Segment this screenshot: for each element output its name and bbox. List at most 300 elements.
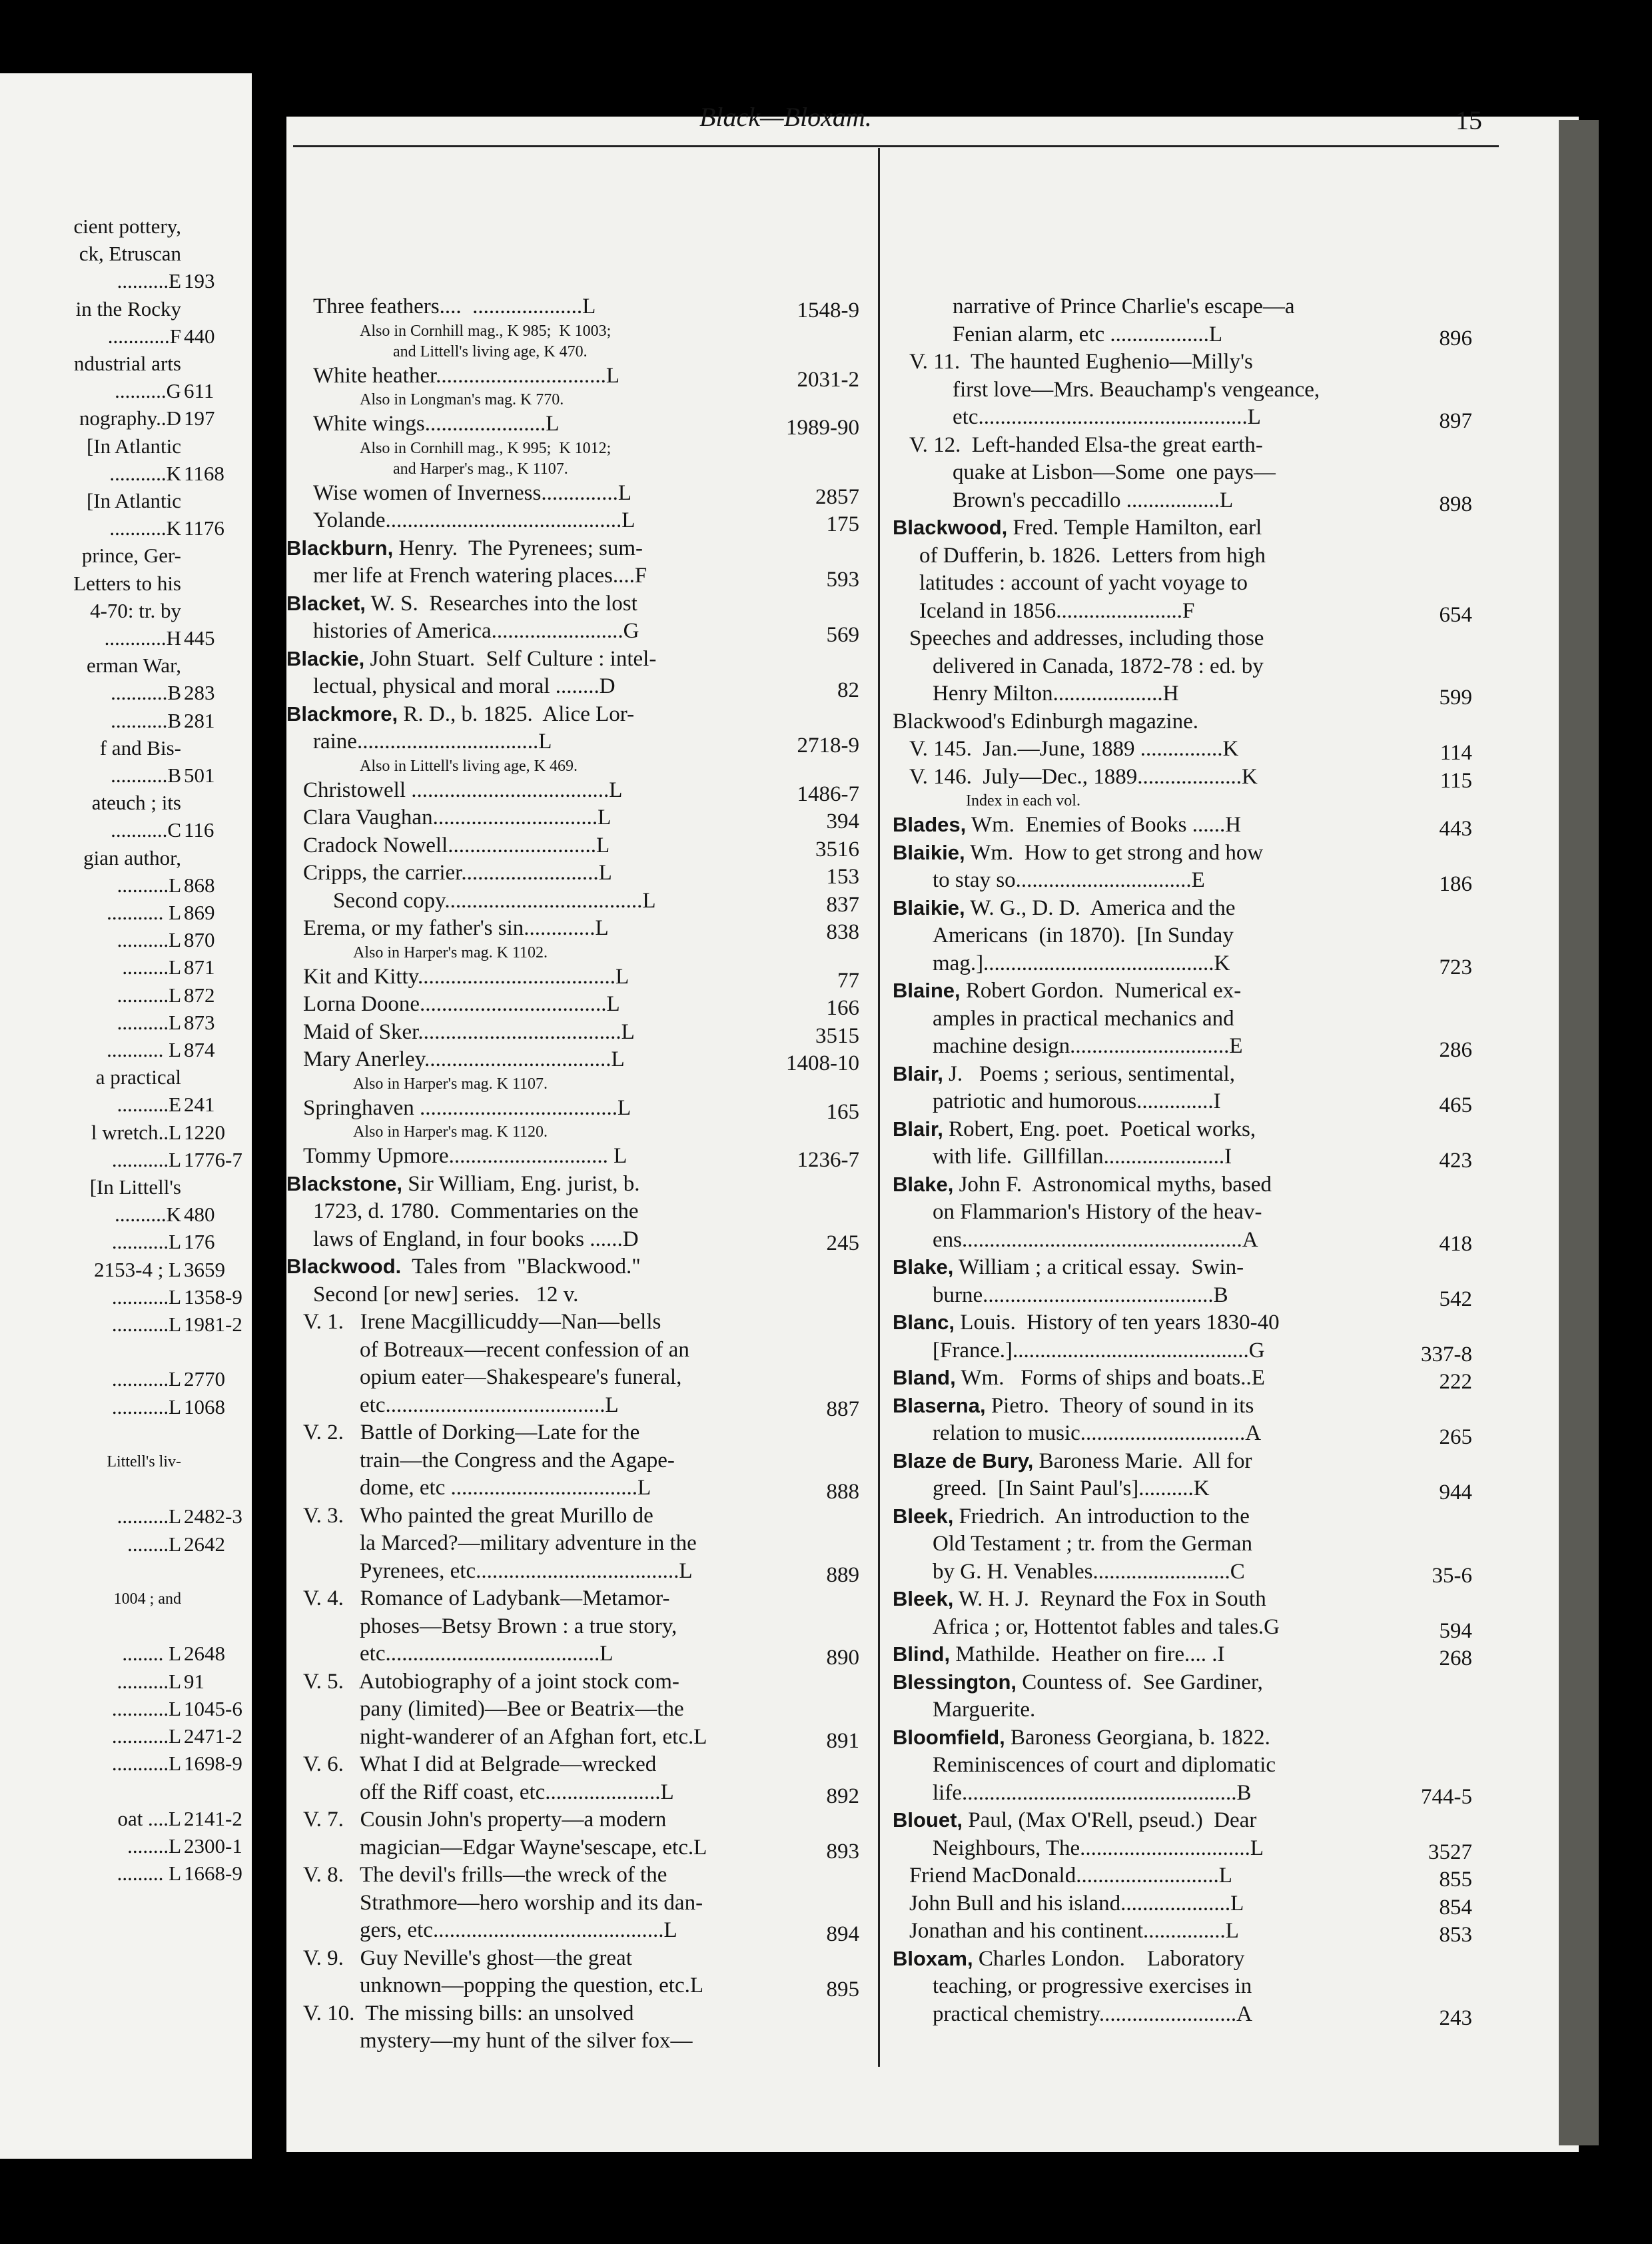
entry-call-number: 35-6 <box>1432 1563 1472 1588</box>
index-entry-heading-line <box>893 1724 1372 1751</box>
left-page-line <box>0 1750 242 1777</box>
entry-text: Speeches and addresses, including those <box>909 626 1264 650</box>
left-page-line <box>0 899 226 926</box>
entry-text: Pyrenees, etc.....................................L <box>360 1558 693 1583</box>
left-page-number: 1776-7 <box>184 1147 242 1171</box>
left-page-text: ..........L <box>117 1010 181 1034</box>
left-page-line <box>0 708 226 734</box>
entry-text: Maid of Sker.....................................L <box>303 1019 635 1044</box>
entry-call-number: 1236-7 <box>797 1148 859 1172</box>
entry-author-name: Blessington, <box>893 1670 1017 1694</box>
index-entry-line <box>919 598 1372 624</box>
entry-text: Three feathers.... ....................L <box>313 294 596 318</box>
index-entry-line <box>360 1696 759 1722</box>
index-entry-line <box>360 2027 759 2054</box>
left-page-line <box>0 323 226 350</box>
entry-text: Clara Vaughan..............................L <box>303 806 612 830</box>
index-entry-line <box>360 1890 759 1916</box>
entry-text: V. 1. Irene Macgillicuddy—Nan—bells <box>303 1310 661 1334</box>
entry-text: machine design.............................E <box>933 1034 1243 1058</box>
index-entry-line <box>360 1474 759 1501</box>
index-entry-heading-line <box>893 977 1372 1004</box>
entry-text: White wings......................L <box>313 412 560 436</box>
entry-call-number: 465 <box>1439 1093 1472 1117</box>
entry-author-name: Blaine, <box>893 979 961 1002</box>
entry-text: V. 5. Autobiography of a joint stock com- <box>303 1669 679 1694</box>
entry-call-number: 115 <box>1440 768 1472 793</box>
entry-text: Americans (in 1870). [In Sunday <box>933 923 1234 947</box>
entry-author-name: Blackburn, <box>286 536 394 560</box>
entry-author-name: Blair, <box>893 1061 943 1085</box>
index-entry-line <box>303 1668 759 1695</box>
left-page-text: ...........B <box>111 681 181 705</box>
page-edge <box>1559 120 1599 2145</box>
left-page-text: ...........L <box>111 1367 181 1391</box>
entry-text: Lorna Doone..................................L <box>303 992 620 1016</box>
entry-call-number: 897 <box>1439 409 1472 433</box>
entry-text: Also in Cornhill mag., K 985; K 1003; <box>360 322 612 340</box>
entry-text: relation to music..............................A <box>933 1421 1262 1445</box>
entry-text: Erema, or my father's sin.............L <box>303 916 609 940</box>
entry-text: first love—Mrs. Beauchamp's vengeance, <box>953 377 1320 402</box>
entry-text: Friedrich. An introduction to the <box>953 1504 1250 1528</box>
left-page-number: 1068 <box>184 1395 225 1418</box>
left-page-line <box>0 652 226 679</box>
previous-page-strip <box>0 73 252 2159</box>
entry-author-name: Blacket, <box>286 591 366 615</box>
index-entry-line <box>303 2000 759 2027</box>
entry-call-number: 268 <box>1439 1646 1472 1670</box>
index-entry-line <box>303 777 759 804</box>
left-page-line <box>0 845 226 871</box>
index-entry-line <box>360 1337 759 1363</box>
header-rule <box>293 145 1499 147</box>
index-entry-heading-line <box>893 1946 1372 1972</box>
index-entry-heading-line <box>893 1586 1372 1612</box>
index-entry-line <box>333 887 759 914</box>
left-page-line <box>0 241 226 267</box>
index-entry-line <box>313 362 759 389</box>
entry-call-number: 2718-9 <box>797 734 859 758</box>
entry-text: Charles London. Laboratory <box>973 1946 1245 1971</box>
left-page-line <box>0 625 226 652</box>
entry-text: burne..........................................B <box>933 1283 1228 1307</box>
left-page-number: 283 <box>184 681 215 705</box>
left-page-text: ...........L <box>111 1724 181 1748</box>
entry-text: Cripps, the carrier.........................L <box>303 861 612 885</box>
entry-text: etc.......................................L <box>360 1642 614 1666</box>
entry-text: Paul, (Max O'Rell, pseud.) Dear <box>963 1808 1257 1832</box>
entry-text: Christowell ....................................L <box>303 778 623 802</box>
entry-text: Friend MacDonald..........................L <box>909 1864 1232 1888</box>
left-page-text: ...........K <box>109 516 181 540</box>
index-entry-line <box>933 922 1372 949</box>
entry-call-number: 889 <box>826 1562 859 1587</box>
entry-author-name: Blaikie, <box>893 840 965 864</box>
left-page-line <box>0 735 226 762</box>
left-page-text: ............F <box>107 324 181 348</box>
entry-text: of Dufferin, b. 1826. Letters from high <box>919 543 1266 568</box>
entry-text: teaching, or progressive exercises in <box>933 1974 1252 1998</box>
entry-text: Strathmore—hero worship and its dan- <box>360 1890 703 1915</box>
index-entry-line <box>313 673 759 700</box>
index-entry-heading-line <box>893 1061 1372 1087</box>
left-page-line <box>0 1009 226 1036</box>
entry-call-number: 837 <box>826 892 859 917</box>
left-page-text: a practical <box>95 1065 181 1089</box>
left-page-number: 1168 <box>184 461 224 485</box>
index-entry-line <box>360 1392 759 1418</box>
entry-text: Wise women of Inverness..............L <box>313 480 631 505</box>
entry-call-number: 222 <box>1439 1370 1472 1394</box>
left-page-line <box>0 1586 226 1612</box>
index-entry-line <box>313 480 759 506</box>
entry-text: W. G., D. D. America and the <box>965 895 1236 920</box>
entry-text: Brown's peccadillo .................L <box>953 488 1234 512</box>
left-page-text: ...........L <box>111 1230 181 1254</box>
entry-text: opium eater—Shakespeare's funeral, <box>360 1365 682 1389</box>
entry-author-name: Blackstone, <box>286 1171 403 1195</box>
left-page-number: 870 <box>184 928 215 952</box>
left-page-number: 1176 <box>184 516 224 540</box>
entry-text: quake at Lisbon—Some one pays— <box>953 460 1276 484</box>
entry-author-name: Blind, <box>893 1642 951 1666</box>
index-entry-line <box>933 653 1372 680</box>
entry-text: Robert, Eng. poet. Poetical works, <box>943 1117 1256 1141</box>
index-entry-line <box>360 1972 759 1999</box>
entry-call-number: 443 <box>1439 817 1472 841</box>
left-page-line <box>0 1476 226 1502</box>
index-entry-line <box>933 1227 1372 1253</box>
index-entry-heading-line <box>893 1641 1372 1668</box>
index-entry-line <box>303 915 759 941</box>
left-page-text: ...........B <box>111 764 181 787</box>
index-entry-line <box>933 1420 1372 1446</box>
entry-text: of Botreaux—recent confession of an <box>360 1337 689 1362</box>
index-entry-line <box>360 1558 759 1584</box>
left-page-number: 2141-2 <box>184 1806 242 1830</box>
entry-text: laws of England, in four books ......D <box>313 1227 639 1251</box>
left-page-text: Littell's liv- <box>107 1453 181 1470</box>
left-page-line <box>0 1668 226 1695</box>
left-page-line <box>0 790 226 816</box>
left-page-line <box>0 927 226 953</box>
index-entry-line <box>360 1447 759 1474</box>
entry-call-number: 723 <box>1439 955 1472 979</box>
left-page-number: 2482-3 <box>184 1504 242 1528</box>
entry-text: Also in Cornhill mag., K 995; K 1012; <box>360 439 612 457</box>
index-entry-heading-line <box>893 1116 1372 1143</box>
index-entry-line <box>909 625 1372 652</box>
left-page-text: ndustrial arts <box>74 352 181 375</box>
entry-text: V. 11. The haunted Eughenio—Milly's <box>909 350 1253 374</box>
left-page-text: [In Littell's <box>89 1175 181 1199</box>
index-entry-line <box>933 1614 1372 1640</box>
entry-call-number: 1548-9 <box>797 298 859 322</box>
index-entry-note <box>360 321 759 341</box>
entry-author-name: Bleek, <box>893 1587 954 1610</box>
left-page-number: 872 <box>184 983 215 1007</box>
left-page-line <box>0 1778 226 1804</box>
entry-call-number: 286 <box>1439 1038 1472 1062</box>
index-entry-line <box>919 542 1372 569</box>
entry-text: Also in Harper's mag. K 1102. <box>353 943 548 961</box>
left-page-line <box>0 1421 226 1448</box>
index-entry-line <box>909 764 1372 790</box>
index-entry-line <box>360 1613 759 1640</box>
left-page-line <box>0 1833 242 1860</box>
entry-text: [France.]...........................................G <box>933 1338 1265 1363</box>
entry-text: with life. Gillfillan......................I <box>933 1145 1232 1169</box>
left-page-number: 241 <box>184 1093 215 1117</box>
entry-text: V. 3. Who painted the great Murillo de <box>303 1503 653 1528</box>
left-page-number: 874 <box>184 1038 215 1061</box>
index-entry-line <box>933 1530 1372 1557</box>
entry-text: mystery—my hunt of the silver fox— <box>360 2029 693 2053</box>
entry-text: V. 9. Guy Neville's ghost—the great <box>303 1946 632 1970</box>
entry-call-number: 838 <box>826 920 859 944</box>
entry-call-number: 1486-7 <box>797 782 859 806</box>
entry-author-name: Blaikie, <box>893 895 965 919</box>
entry-text: V. 4. Romance of Ladybank—Metamor- <box>303 1586 670 1610</box>
entry-text: Old Testament ; tr. from the German <box>933 1532 1253 1556</box>
entry-text: White heather...............................L <box>313 363 620 388</box>
entry-text: Wm. Forms of ships and boats..E <box>955 1366 1265 1390</box>
left-page-line <box>0 762 226 789</box>
left-page-text: ........ L <box>122 1642 181 1666</box>
left-page-line <box>0 1696 242 1722</box>
left-page-text: ..........E <box>117 1093 181 1117</box>
left-page-line <box>0 954 226 981</box>
entry-text: V. 2. Battle of Dorking—Late for the <box>303 1420 640 1444</box>
left-page-number: 2770 <box>184 1367 225 1391</box>
entry-text: dome, etc ..................................L <box>360 1476 651 1500</box>
left-page-line <box>0 213 226 240</box>
entry-text: Index in each vol. <box>966 792 1080 810</box>
entry-author-name: Bloomfield, <box>893 1725 1005 1749</box>
entry-call-number: 1989-90 <box>786 416 859 440</box>
entry-text: Marguerite. <box>933 1698 1036 1722</box>
left-page-number: 2300-1 <box>184 1834 242 1858</box>
left-page-line <box>0 1147 242 1173</box>
left-page-line <box>0 1503 242 1530</box>
left-page-text: 4-70: tr. by <box>90 598 181 622</box>
left-page-text: Letters to his <box>73 571 181 595</box>
entry-author-name: Blackwood. <box>286 1255 402 1278</box>
index-entry-line <box>360 1364 759 1391</box>
entry-text: night-wanderer of an Afghan fort, etc.L <box>360 1724 707 1749</box>
index-entry-note <box>353 1122 759 1142</box>
index-entry-note <box>966 791 1372 811</box>
index-entry-line <box>360 1640 759 1667</box>
entry-text: histories of America........................G <box>313 619 639 643</box>
left-page-line <box>0 1091 226 1118</box>
entry-text: Iceland in 1856.......................F <box>919 598 1195 623</box>
index-entry-line <box>909 736 1372 762</box>
entry-author-name: Blake, <box>893 1172 954 1196</box>
entry-text: Countess of. See Gardiner, <box>1017 1670 1263 1694</box>
index-entry-line <box>933 1973 1372 1999</box>
index-entry-line <box>933 2001 1372 2027</box>
index-entry-line <box>303 1585 759 1612</box>
entry-call-number: 165 <box>826 1099 859 1124</box>
entry-text: V. 145. Jan.—June, 1889 ...............K <box>909 737 1239 761</box>
left-page-text: ...........L <box>111 1147 181 1171</box>
index-entry-line <box>933 1696 1372 1723</box>
entry-text: unknown—popping the question, etc.L <box>360 1973 704 1997</box>
left-page-line <box>0 680 226 706</box>
left-page-line <box>0 1366 226 1393</box>
index-entry-line <box>360 1724 759 1750</box>
index-entry-line <box>303 1751 759 1778</box>
entry-call-number: 3516 <box>815 837 859 861</box>
entry-text: greed. [In Saint Paul's]..........K <box>933 1476 1210 1500</box>
index-entry-line <box>909 1918 1372 1944</box>
index-entry-line <box>313 618 759 644</box>
left-page-number: 501 <box>184 764 215 787</box>
left-page-line <box>0 460 226 487</box>
index-entry-heading-line <box>893 1365 1372 1391</box>
entry-call-number: 418 <box>1439 1231 1472 1256</box>
left-page-line <box>0 1037 226 1063</box>
left-page-text: ..........L <box>117 1669 181 1693</box>
left-page-line <box>0 1284 242 1311</box>
entry-text: latitudes : account of yacht voyage to <box>919 571 1248 595</box>
left-page-text: ............H <box>104 626 181 650</box>
left-page-text: ...........L <box>111 1696 181 1720</box>
entry-text: la Marced?—military adventure in the <box>360 1531 697 1555</box>
entry-text: Kit and Kitty....................................L <box>303 964 629 989</box>
entry-call-number: 265 <box>1439 1425 1472 1449</box>
index-entry-heading-line <box>286 701 759 728</box>
entry-call-number: 337-8 <box>1421 1342 1472 1367</box>
entry-text: ens...................................................A <box>933 1227 1258 1252</box>
index-entry-heading-line <box>893 1503 1372 1530</box>
entry-text: V. 7. Cousin John's property—a modern <box>303 1808 667 1832</box>
left-page-text: prince, Ger- <box>81 544 181 568</box>
left-page-text: ..........K <box>115 1203 181 1227</box>
index-entry-line <box>909 1890 1372 1917</box>
entry-author-name: Blackmore, <box>286 702 398 726</box>
index-entry-line <box>933 1558 1372 1585</box>
left-page-line <box>0 1339 226 1365</box>
index-entry-line <box>919 570 1372 596</box>
left-page-number: 91 <box>184 1669 205 1693</box>
index-entry-line <box>953 459 1372 486</box>
index-entry-line <box>953 321 1372 348</box>
index-entry-line <box>313 507 759 534</box>
left-page-line <box>0 1531 226 1558</box>
entry-text: Yolande...........................................L <box>313 508 635 532</box>
index-entry-line <box>953 293 1372 320</box>
index-entry-heading-line <box>893 1254 1372 1281</box>
index-entry-line <box>303 963 759 990</box>
left-page-number: 868 <box>184 873 215 897</box>
index-entry-line <box>933 1199 1372 1225</box>
index-entry-line <box>313 293 759 320</box>
entry-call-number: 891 <box>826 1728 859 1753</box>
left-page-line <box>0 872 226 899</box>
left-page-line <box>0 268 226 294</box>
left-page-number: 193 <box>184 269 215 293</box>
left-page-text: ........... L <box>107 1038 181 1061</box>
index-entry-heading-line <box>893 1807 1372 1834</box>
left-page-text: ...........L <box>111 1313 181 1336</box>
entry-call-number: 888 <box>826 1480 859 1504</box>
index-entry-heading-line <box>893 840 1372 866</box>
entry-text: pany (limited)—Bee or Beatrix—the <box>360 1697 684 1721</box>
entry-text: etc........................................L <box>360 1393 619 1417</box>
left-page-line <box>0 1613 226 1640</box>
index-entry-line <box>360 1834 759 1861</box>
left-page-number: 281 <box>184 708 215 732</box>
entry-call-number: 594 <box>1439 1618 1472 1643</box>
left-page-line <box>0 1640 226 1667</box>
index-entry-note <box>360 438 759 458</box>
index-entry-line <box>313 562 759 589</box>
left-page-text: oat ....L <box>117 1806 181 1830</box>
index-entry-line <box>933 950 1372 977</box>
entry-author-name: Bleek, <box>893 1504 954 1528</box>
left-page-line <box>0 350 226 377</box>
index-entry-line <box>303 1046 759 1073</box>
entry-call-number: 896 <box>1439 326 1472 350</box>
left-page-number: 440 <box>184 324 215 348</box>
left-page-line <box>0 405 226 432</box>
entry-text: gers, etc..........................................L <box>360 1918 677 1942</box>
left-page-line <box>0 570 226 597</box>
entry-text: Baroness Marie. All for <box>1033 1448 1252 1473</box>
entry-text: Sir William, Eng. jurist, b. <box>402 1171 640 1196</box>
page-header-title: Black—Bloxam. <box>699 102 872 132</box>
entry-call-number: 944 <box>1439 1480 1472 1504</box>
left-page-text: cient pottery, <box>73 215 181 238</box>
left-page-text: erman War, <box>86 654 181 678</box>
left-page-text: ...........C <box>111 818 181 842</box>
left-page-text: ..........E <box>117 269 181 293</box>
index-entry-note <box>393 459 759 479</box>
left-page-line <box>0 1558 226 1585</box>
left-page-number: 1220 <box>184 1120 225 1144</box>
left-page-line <box>0 982 226 1009</box>
entry-text: John F. Astronomical myths, based <box>953 1172 1272 1197</box>
left-page-text: ...........B <box>111 708 181 732</box>
index-entry-line <box>303 832 759 859</box>
entry-text: practical chemistry.........................A <box>933 2001 1252 2026</box>
left-page-text: ...........L <box>111 1395 181 1418</box>
entry-text: lectual, physical and moral ........D <box>313 674 616 698</box>
entry-call-number: 153 <box>826 865 859 889</box>
index-entry-line <box>303 859 759 886</box>
entry-call-number: 2857 <box>815 484 859 509</box>
left-page-text: ...........L <box>111 1285 181 1309</box>
entry-author-name: Blades, <box>893 813 967 836</box>
left-page-number: 2471-2 <box>184 1724 242 1748</box>
entry-call-number: 3515 <box>815 1023 859 1048</box>
index-entry-line <box>933 867 1372 893</box>
left-page-line <box>0 1394 226 1420</box>
left-page-line <box>0 515 226 542</box>
left-page-text: 2153-4 ; L <box>94 1257 181 1281</box>
entry-text: off the Riff coast, etc.....................L <box>360 1780 674 1804</box>
entry-call-number: 894 <box>826 1922 859 1946</box>
left-page-line <box>0 488 226 514</box>
entry-text: delivered in Canada, 1872-78 : ed. by <box>933 654 1264 678</box>
entry-author-name: Blackie, <box>286 646 365 670</box>
index-entry-line <box>303 1143 759 1169</box>
index-entry-line <box>303 1502 759 1529</box>
entry-text: raine.................................L <box>313 730 552 754</box>
